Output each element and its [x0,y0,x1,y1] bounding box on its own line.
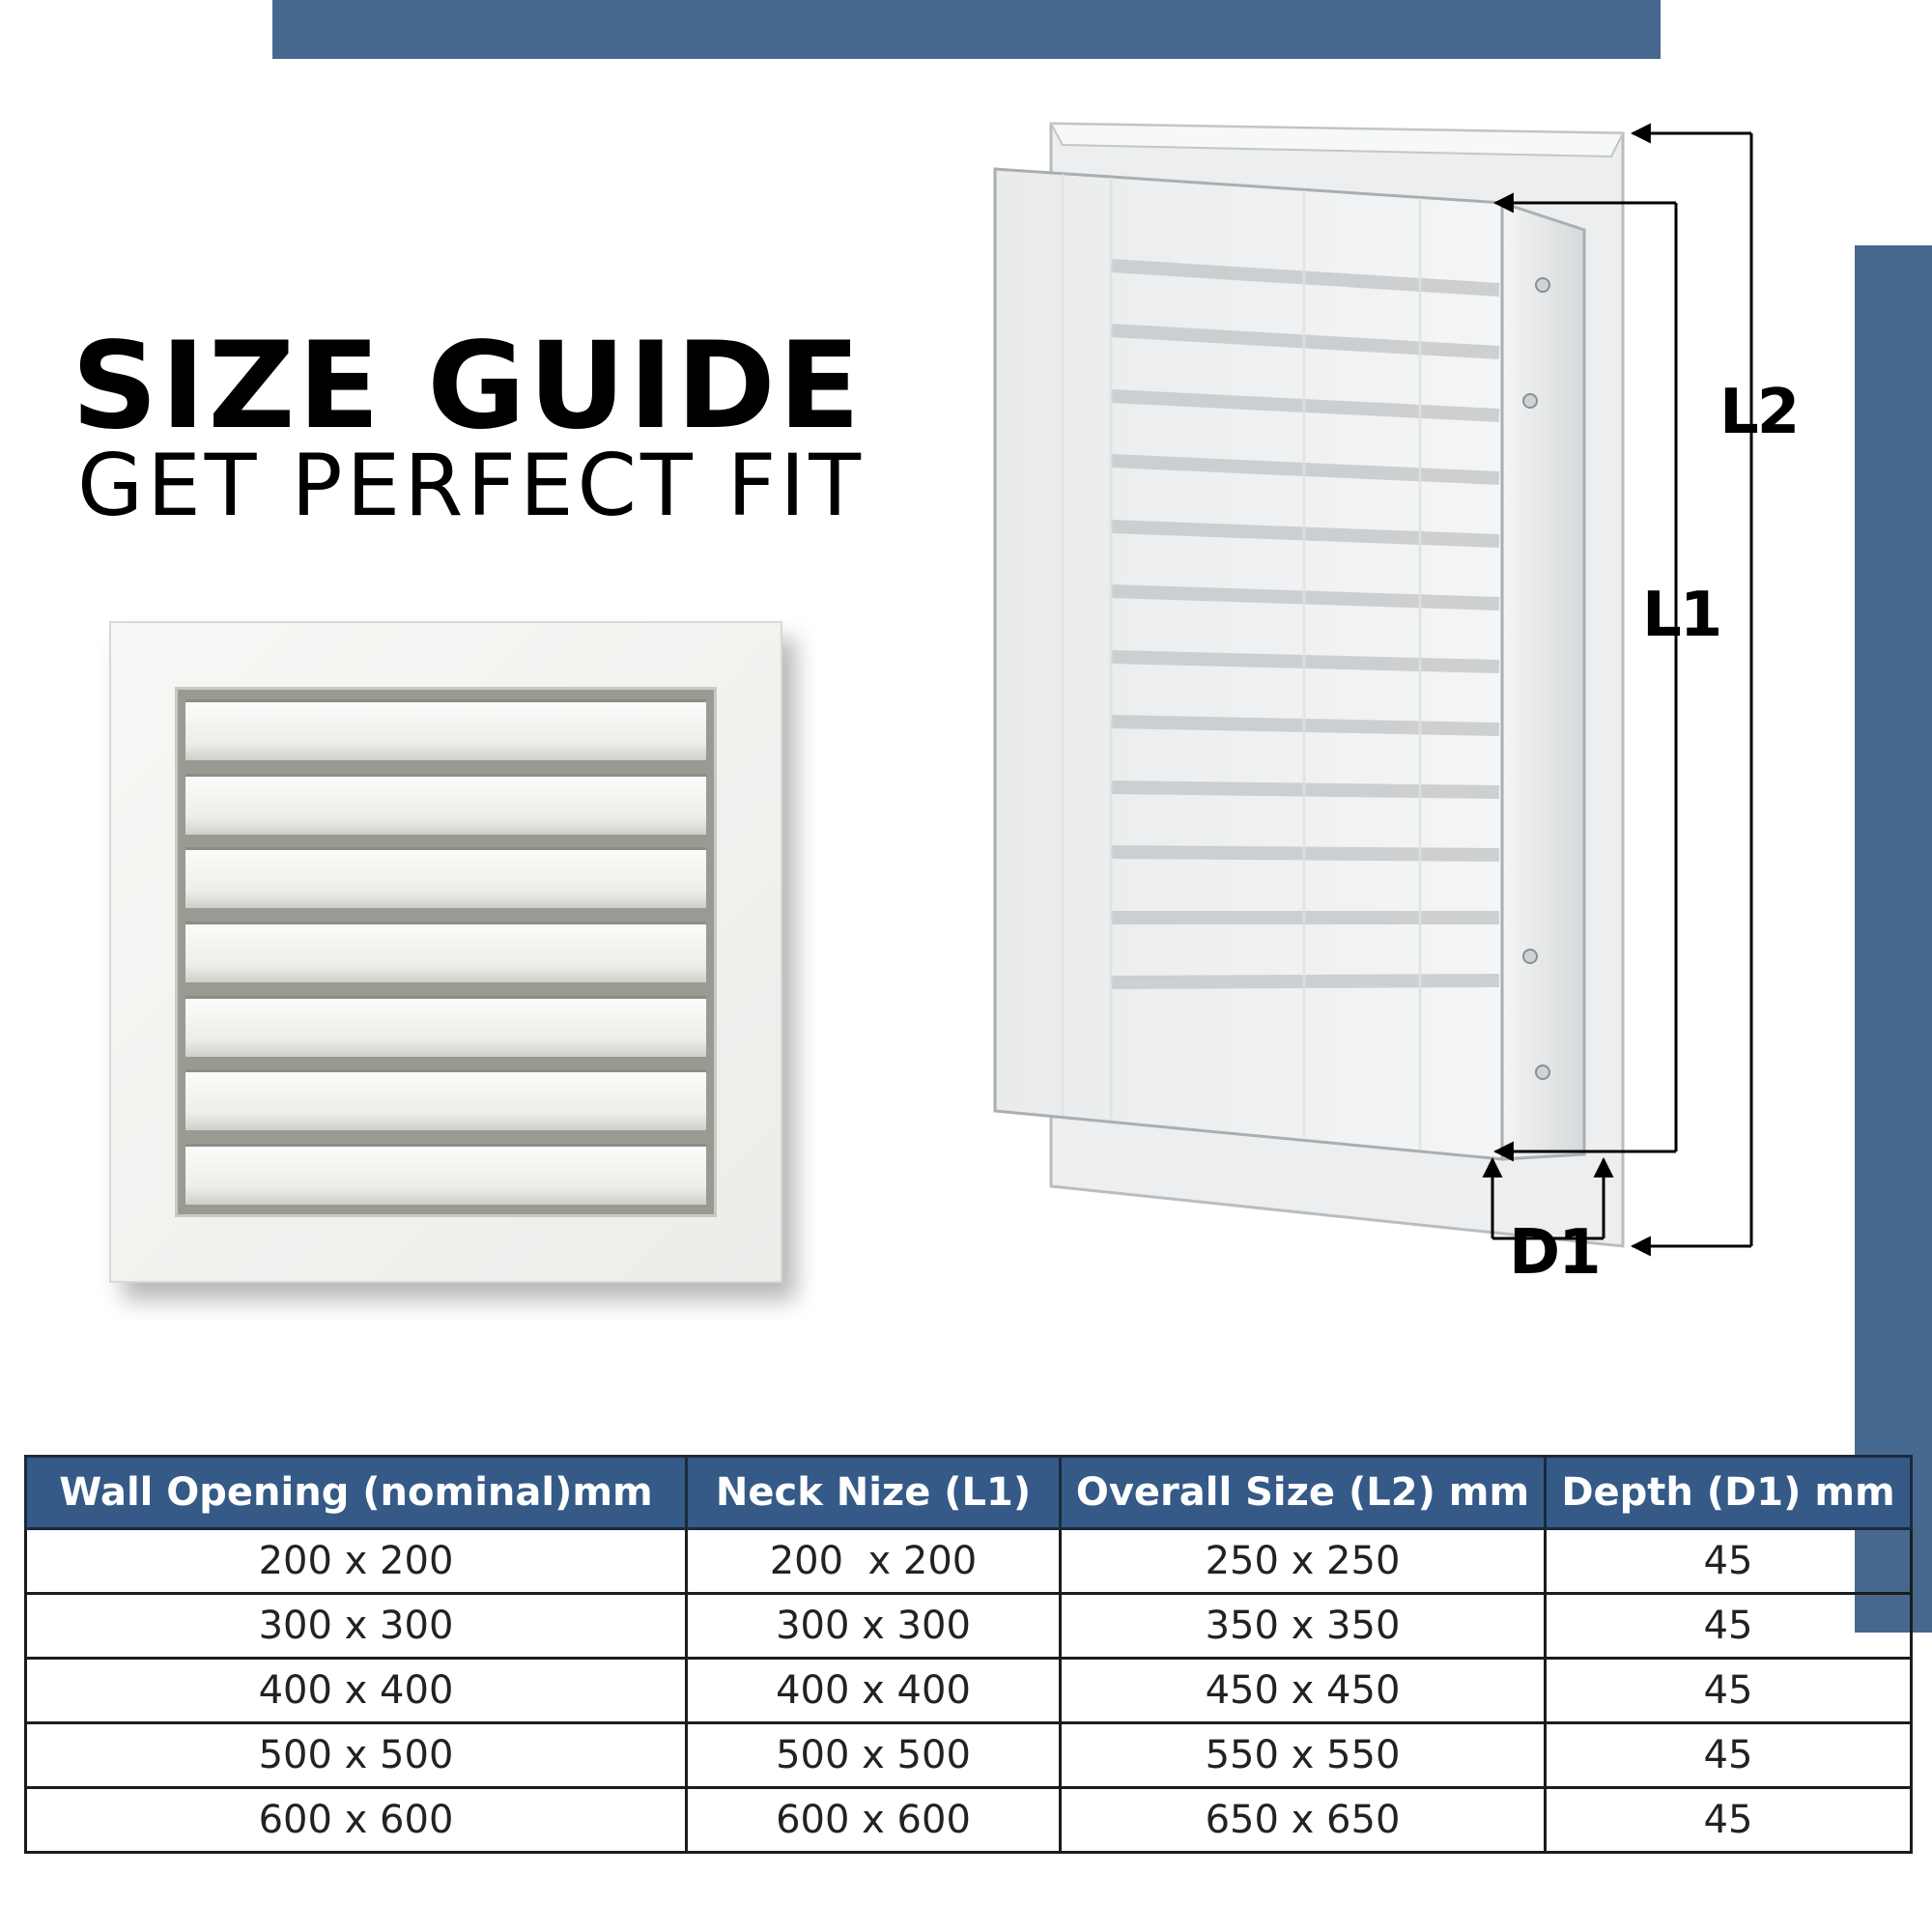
table-cell: 500 x 500 [687,1723,1061,1788]
louver-slat [185,774,706,835]
louver-slat [185,996,706,1057]
d1-label: D1 [1509,1217,1600,1289]
table-cell: 450 x 450 [1061,1659,1546,1723]
page-subtitle: GET PERFECT FIT [77,436,866,535]
table-row [26,1788,1912,1853]
column-header-overall-size: Overall Size (L2) mm [1061,1457,1546,1529]
front-face [995,169,1502,1159]
grille-diagram-svg [966,116,1855,1294]
perspective-grille-diagram [966,116,1855,1294]
table-row [26,1723,1912,1788]
top-accent-band [272,0,1661,59]
table-header-row [26,1457,1912,1529]
table-cell: 45 [1546,1594,1912,1659]
louver-slat [185,1144,706,1205]
table-row [26,1594,1912,1659]
table-cell: 200 x 200 [26,1529,687,1594]
table-cell: 400 x 400 [687,1659,1061,1723]
page-title: SIZE GUIDE [71,317,864,456]
table-cell: 600 x 600 [26,1788,687,1853]
table-cell: 45 [1546,1529,1912,1594]
grille-louver-panel [175,687,717,1217]
table-row [26,1529,1912,1594]
table-cell: 45 [1546,1723,1912,1788]
table-row [26,1659,1912,1723]
table-cell: 650 x 650 [1061,1788,1546,1853]
column-header-depth: Depth (D1) mm [1546,1457,1912,1529]
l2-label: L2 [1719,377,1799,448]
table-cell: 200 x 200 [687,1529,1061,1594]
screw-icon [1523,950,1537,963]
louver-slat [185,922,706,982]
front-grille-image [109,621,782,1283]
table-cell: 300 x 300 [687,1594,1061,1659]
table-cell: 45 [1546,1788,1912,1853]
column-header-neck-size: Neck Nize (L1) [687,1457,1061,1529]
table-cell: 250 x 250 [1061,1529,1546,1594]
size-table [24,1455,1913,1854]
louver-slat [185,699,706,760]
dimension-l2 [1633,133,1751,1246]
right-accent-band [1855,245,1932,1633]
louver-slat [185,1069,706,1130]
table-cell: 600 x 600 [687,1788,1061,1853]
louver-slat [185,847,706,908]
screw-icon [1536,278,1549,292]
table-cell: 350 x 350 [1061,1594,1546,1659]
table-cell: 550 x 550 [1061,1723,1546,1788]
table-cell: 500 x 500 [26,1723,687,1788]
table-cell: 400 x 400 [26,1659,687,1723]
table-cell: 300 x 300 [26,1594,687,1659]
neck-side [1502,203,1584,1159]
l1-label: L1 [1642,580,1721,651]
column-header-wall-opening: Wall Opening (nominal)mm [26,1457,687,1529]
screw-icon [1536,1065,1549,1079]
screw-icon [1523,394,1537,408]
table-cell: 45 [1546,1659,1912,1723]
